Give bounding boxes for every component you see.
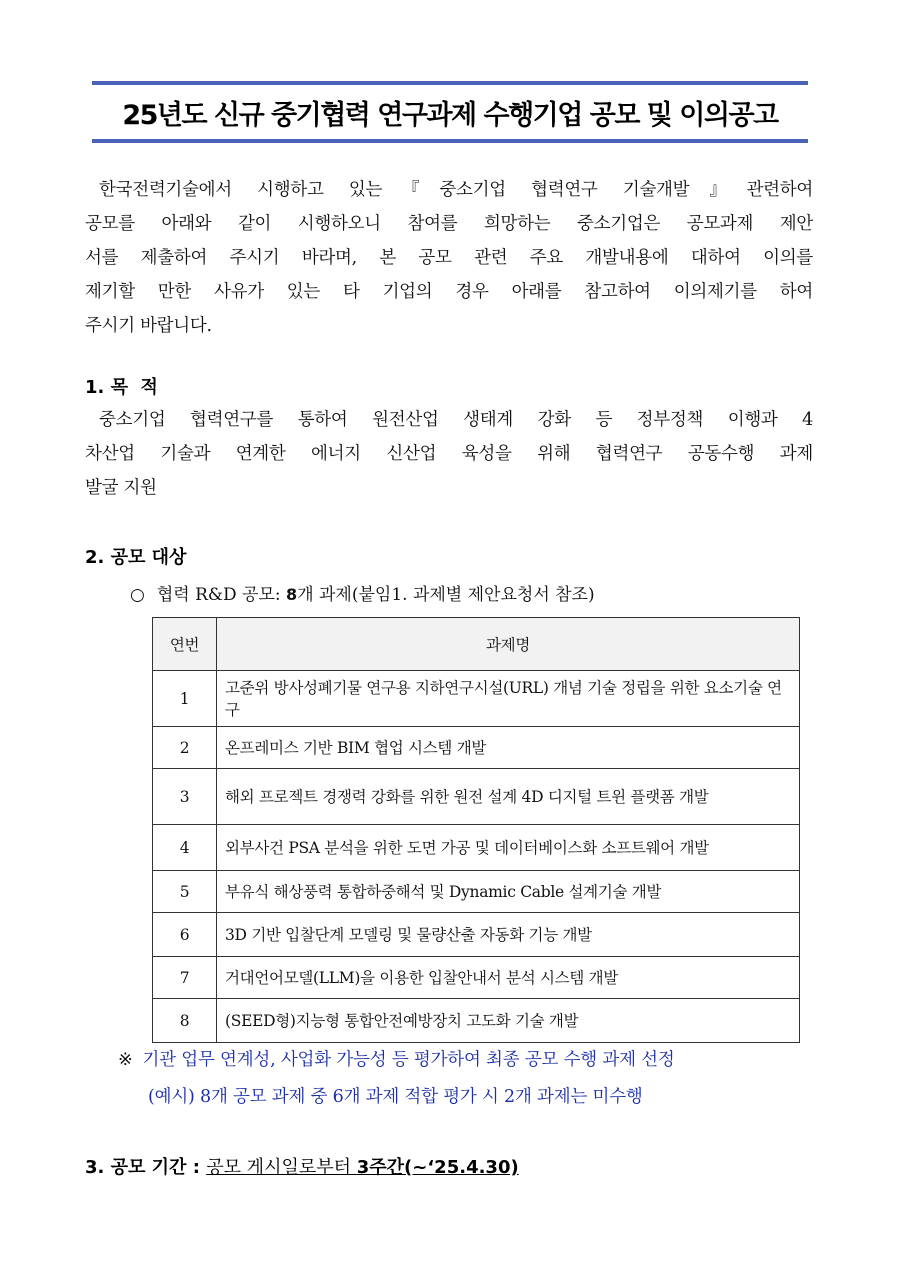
row-number: 1 [153, 671, 217, 727]
selection-note-text: 기관 업무 연계성, 사업화 가능성 등 평가하여 최종 공모 수행 과제 선정 [142, 1050, 675, 1070]
table-row [153, 871, 800, 913]
table-row [153, 727, 800, 769]
intro-line: 주시기 바랍니다. [85, 316, 212, 336]
section3-heading [85, 1153, 519, 1179]
row-number: 2 [153, 727, 217, 769]
row-task-name: 해외 프로젝트 경쟁력 강화를 위한 원전 설계 4D 디지털 트윈 플랫폼 개발 [217, 769, 800, 825]
intro-paragraph [85, 173, 813, 343]
row-number: 3 [153, 769, 217, 825]
row-number: 5 [153, 871, 217, 913]
table-row [153, 957, 800, 999]
section1-line: 발굴 지원 [85, 478, 157, 498]
bullet-count: 8 [286, 585, 298, 604]
table-row [153, 999, 800, 1043]
section1-heading: 1. 목 적 [85, 377, 158, 398]
intro-line: 공모를 아래와 같이 시행하오니 참여를 희망하는 중소기업은 공모과제 제안 [85, 214, 813, 234]
section1-line: 중소기업 협력연구를 통하여 원전산업 생태계 강화 등 정부정책 이행과 4 [99, 410, 813, 430]
task-table [152, 617, 800, 1043]
bullet-text-pre: 협력 R&D 공모: [156, 585, 287, 605]
col-header-name: 과제명 [217, 618, 800, 671]
intro-line: 한국전력기술에서 시행하고 있는『중소기업 협력연구 기술개발』관련하여 [99, 180, 813, 200]
intro-line: 제기할 만한 사유가 있는 타 기업의 경우 아래를 참고하여 이의제기를 하여 [85, 282, 813, 302]
example-note: (예시) 8개 공모 과제 중 6개 과제 적합 평가 시 2개 과제는 미수행 [148, 1087, 643, 1107]
selection-note [118, 1046, 675, 1071]
table-row [153, 825, 800, 871]
section1-body [85, 403, 813, 505]
section2-bullet [130, 580, 595, 605]
row-task-name: 거대언어모델(LLM)을 이용한 입찰안내서 분석 시스템 개발 [217, 957, 800, 999]
page-title: 25년도 신규 중기협력 연구과제 수행기업 공모 및 이의공고 [122, 99, 778, 131]
col-header-no: 연번 [153, 618, 217, 671]
title-banner [92, 81, 808, 143]
row-task-name: 온프레미스 기반 BIM 협업 시스템 개발 [217, 727, 800, 769]
row-number: 7 [153, 957, 217, 999]
table-row [153, 913, 800, 957]
section1-line: 차산업 기술과 연계한 에너지 신산업 육성을 위해 협력연구 공동수행 과제 [85, 444, 813, 464]
circle-bullet-icon: ○ [130, 585, 145, 605]
period-text: 공모 게시일로부터 [206, 1157, 357, 1178]
table-header-row [153, 618, 800, 671]
section3-label: 3. 공모 기간 : [85, 1157, 207, 1178]
table-row [153, 769, 800, 825]
intro-line: 서를 제출하여 주시기 바라며, 본 공모 관련 주요 개발내용에 대하여 이의를 [85, 248, 813, 268]
row-number: 6 [153, 913, 217, 957]
row-task-name: 3D 기반 입찰단계 모델링 및 물량산출 자동화 기능 개발 [217, 913, 800, 957]
table-row [153, 671, 800, 727]
bullet-text-post: 개 과제(붙임1. 과제별 제안요청서 참조) [297, 585, 595, 605]
row-task-name: 고준위 방사성폐기물 연구용 지하연구시설(URL) 개념 기술 정립을 위한 요소기술 연구 [217, 671, 800, 727]
reference-mark-icon: ※ [118, 1050, 133, 1070]
period-duration: 3주간(~‘25.4.30) [356, 1157, 519, 1178]
row-number: 4 [153, 825, 217, 871]
row-task-name: 부유식 해상풍력 통합하중해석 및 Dynamic Cable 설계기술 개발 [217, 871, 800, 913]
row-number: 8 [153, 999, 217, 1043]
row-task-name: 외부사건 PSA 분석을 위한 도면 가공 및 데이터베이스화 소프트웨어 개발 [217, 825, 800, 871]
section2-heading: 2. 공모 대상 [85, 547, 187, 568]
row-task-name: (SEED형)지능형 통합안전예방장치 고도화 기술 개발 [217, 999, 800, 1043]
